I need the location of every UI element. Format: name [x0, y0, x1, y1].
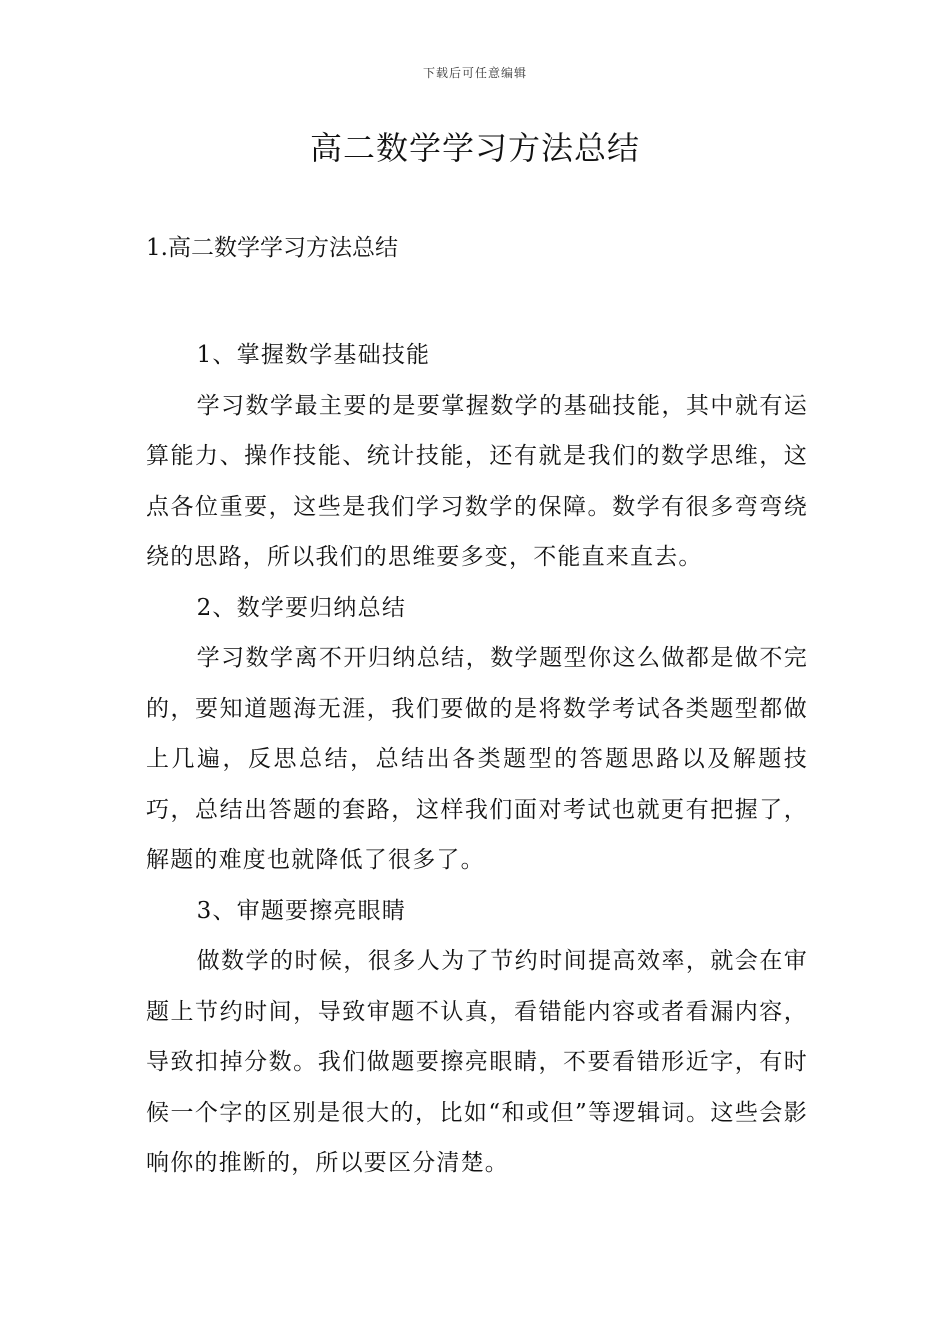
subheading-3: 3、审题要擦亮眼睛 [196, 897, 407, 924]
section-heading: 1.高二数学学习方法总结 [146, 235, 398, 261]
subheading-2: 2、数学要归纳总结 [196, 594, 407, 621]
document-title: 高二数学学习方法总结 [309, 129, 640, 167]
paragraph-2: 学习数学离不开归纳总结，数学题型你这么做都是做不完的，要知道题海无涯，我们要做的是将数学考试各类题型都做上几遍，反思总结，总结出各类题型的答题思路以及解题技巧，总结出答题的套路，这样我们面对考试也就更有把握了，解题的难度也就降低了很多了。 [146, 645, 808, 873]
document-body [146, 330, 808, 1189]
subheading-1: 1、掌握数学基础技能 [196, 342, 431, 368]
paragraph-1: 学习数学最主要的是要掌握数学的基础技能，其中就有运算能力、操作技能、统计技能，还有就是我们的数学思维，这点各位重要，这些是我们学习数学的保障。数学有很多弯弯绕绕的思路，所以我们的思维要多变，不能直来直去。 [146, 392, 808, 570]
paragraph-3: 做数学的时候，很多人为了节约时间提高效率，就会在审题上节约时间，导致审题不认真，看错能内容或者看漏内容，导致扣掉分数。我们做题要擦亮眼睛，不要看错形近字，有时候一个字的区别是很大的，比如“和或但”等逻辑词。这些会影响你的推断的，所以要区分清楚。 [146, 948, 808, 1176]
header-note: 下载后可任意编辑 [422, 66, 527, 80]
